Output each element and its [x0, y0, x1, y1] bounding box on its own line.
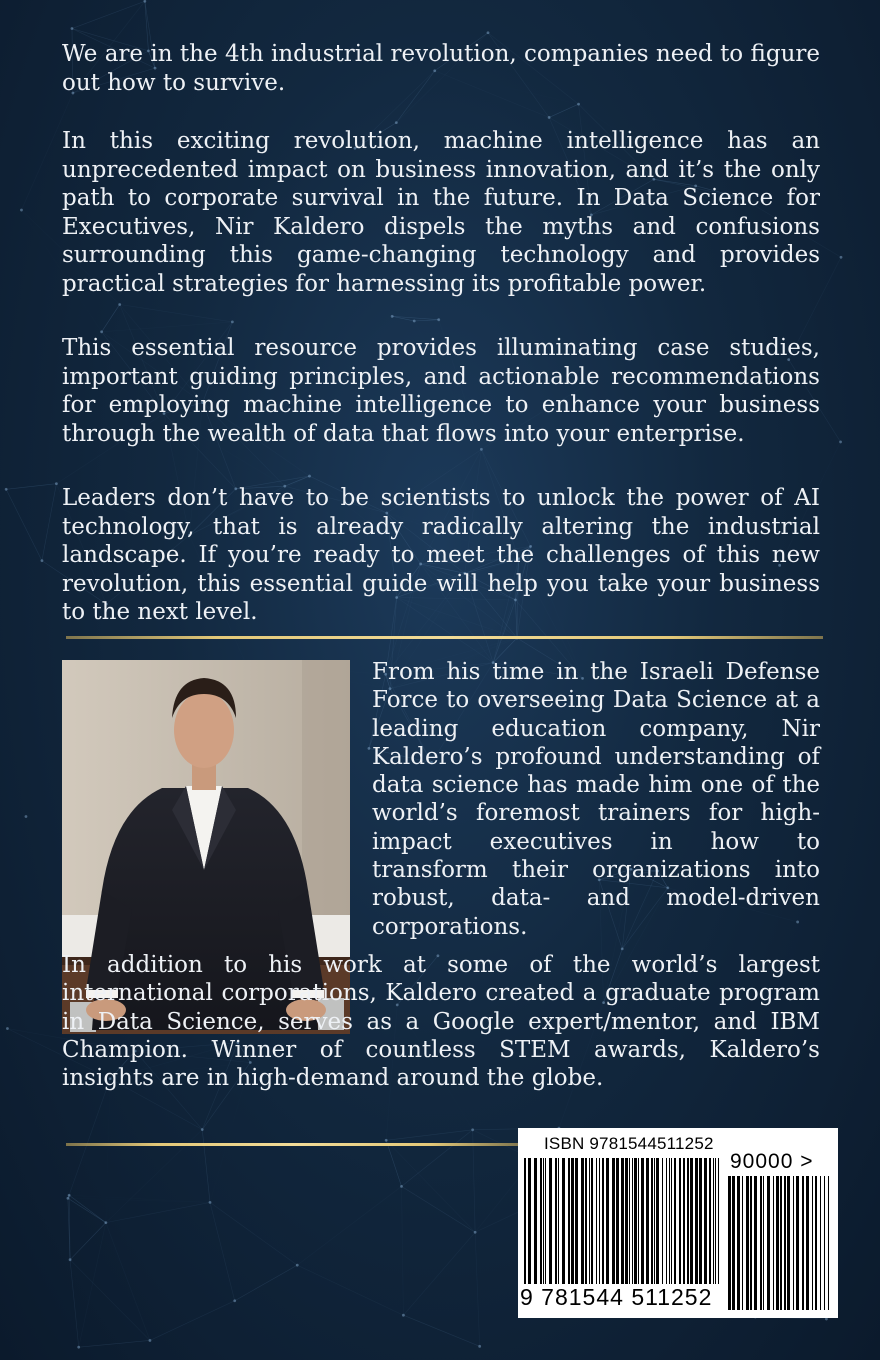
- revolution-paragraph: In this exciting revolution, machine intelligence has an unprecedented impact on business innovation, and it’s the only path to corporate survival in the future. In Data Science for Executives, Nir Kaldero dispels the myths and confusions surrounding this game-changing technology and provides practical strategies for harnessing its profitable power.: [62, 128, 820, 297]
- isbn-digits: 9 781544 511252: [520, 1284, 713, 1310]
- intro-paragraph: We are in the 4th industrial revolution, companies need to figure out how to survive.: [62, 41, 820, 96]
- leaders-paragraph: Leaders don’t have to be scientists to unlock the power of AI technology, that is already radically altering the industrial landscape. If you’re ready to meet the challenges of this new revolution, this essential guide will help you take your business to the next level.: [62, 485, 820, 625]
- barcode-addon-bars: [728, 1176, 832, 1310]
- isbn-label: ISBN 9781544511252: [544, 1134, 714, 1153]
- barcode-bars: [524, 1158, 724, 1284]
- gold-divider-top: [66, 636, 823, 639]
- author-bio-first: From his time in the Israeli Defense Force to overseeing Data Science at a leading education company, Nir Kaldero’s profound understanding of data science has made him one of the world’s foremost trainers for high-impact executives in how to transform their organizations into robust, data- and model-driven corporations.: [372, 659, 820, 940]
- author-bio-second: In addition to his work at some of the world’s largest international corporations, Kaldero created a graduate program in Data Science, serves as a Google expert/mentor, and IBM Champion. Winner of countless STEM awards, Kaldero’s insights are in high-demand around the globe.: [62, 952, 820, 1092]
- resource-paragraph: This essential resource provides illuminating case studies, important guiding principles, and actionable recommendations for employing machine intelligence to enhance your business through the wealth of data that flows into your enterprise.: [62, 335, 820, 447]
- price-code: 90000 >: [730, 1150, 814, 1173]
- gold-divider-bottom: [66, 1143, 521, 1146]
- isbn-barcode: [518, 1128, 838, 1318]
